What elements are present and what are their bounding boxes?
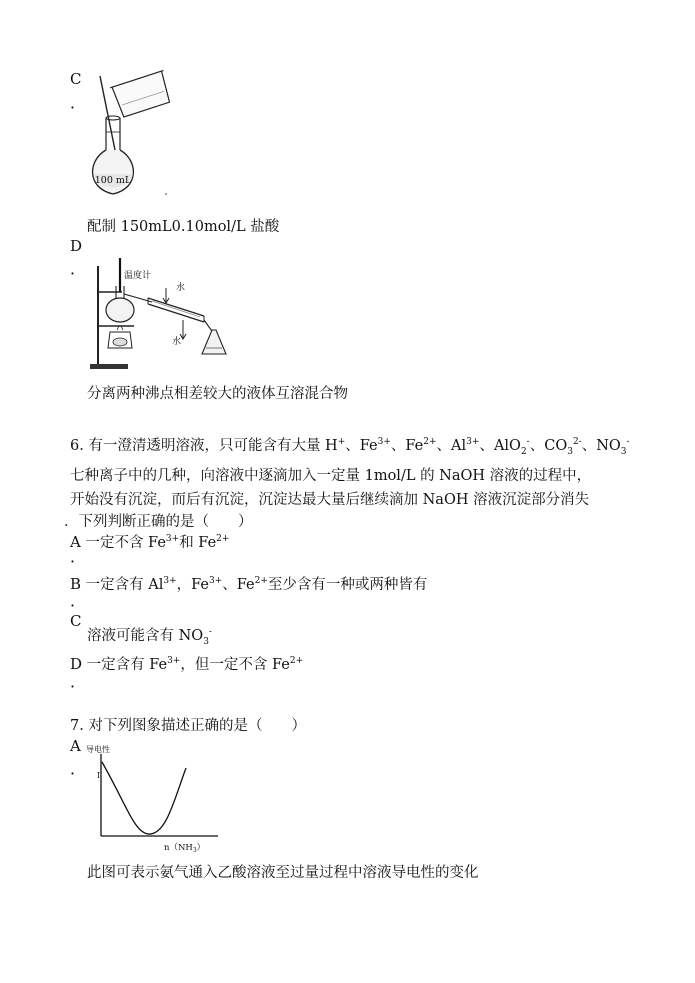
volumetric-flask-figure [88, 70, 188, 205]
q6-option-a[interactable] [70, 531, 229, 552]
water-in-label: 水 [176, 283, 186, 293]
ion-charge: 2+ [423, 437, 437, 448]
q6-option-b-letter: B [70, 575, 82, 593]
conductivity-curve [102, 762, 186, 834]
ion-symbol: Al [451, 438, 467, 454]
ion-charge: 3+ [165, 534, 180, 545]
q6-option-a-text: 一定不含 Fe [85, 535, 166, 551]
ion-symbol: Fe [359, 438, 378, 454]
ion-charge: 3+ [163, 576, 177, 587]
y-axis-label-1: 导电性 [86, 745, 110, 754]
ion-charge: + [337, 437, 346, 448]
ion-charge: 3+ [466, 437, 480, 448]
q6-option-a-letter: A [70, 533, 81, 551]
ion-charge: 3+ [377, 437, 391, 448]
q6-option-c[interactable] [87, 624, 212, 645]
option-d-dot: ． [70, 259, 87, 278]
ion-symbol: NO [596, 438, 621, 454]
q7-number: 7. [70, 718, 84, 734]
q7-option-a-caption: 此图可表示氨气通入乙酸溶液至过量过程中溶液导电性的变化 [87, 865, 479, 881]
water-out-label: 水 [172, 337, 182, 347]
ion-subscript: 3 [620, 446, 627, 457]
ion-charge: 2+ [216, 534, 230, 545]
q6-option-b-text: 、Fe [222, 577, 255, 593]
ion-charge: 2+ [254, 576, 268, 587]
ion-charge: - [626, 437, 630, 448]
q6-option-d-letter: D [70, 655, 83, 673]
conical-flask-icon [202, 330, 226, 354]
ion-symbol: AlO [493, 438, 521, 454]
q6-stem-line-3: 开始没有沉淀，而后有沉淀，沉淀达最大量后继续滴加 NaOH 溶液沉淀部分消失 [70, 492, 590, 508]
q7-option-a-letter: A [70, 737, 81, 755]
option-c-letter: C [70, 70, 82, 88]
alcohol-lamp-icon [113, 338, 127, 346]
ion-charge: 3+ [167, 656, 181, 667]
q7-option-a-dot: ． [70, 759, 87, 778]
q6-option-b-text: 至少含有一种或两种皆有 [267, 577, 428, 593]
flask-volume-label: 100 mL [94, 175, 132, 186]
ion-charge: - [208, 627, 212, 638]
option-d-caption: 分离两种沸点相差较大的液体互溶混合物 [87, 386, 348, 402]
ion-charge: 3+ [209, 576, 223, 587]
option-c-caption: 配制 150mL0.10mol/L 盐酸 [87, 219, 280, 235]
ion-charge: 2+ [289, 656, 304, 667]
q6-option-b-text: ，Fe [176, 577, 209, 593]
ion-symbol: Fe [405, 438, 424, 454]
q6-option-d-text: 一定含有 Fe [86, 657, 168, 673]
ion-subscript: 3 [567, 446, 573, 457]
option-c-dot: ． [70, 93, 87, 112]
q6-option-d-dot: ． [70, 672, 87, 691]
conductivity-graph [86, 744, 226, 854]
q6-option-c-letter: C [70, 612, 82, 630]
ion-symbol: CO [544, 438, 568, 454]
q6-option-b-text: 一定含有 Al [85, 577, 164, 593]
ion-charge: 2- [572, 437, 582, 448]
distillation-apparatus-figure [86, 258, 236, 373]
q6-option-a-dot: ． [70, 547, 87, 566]
q6-stem-line-4: ．下列判断正确的是（ ） [64, 514, 253, 530]
ion-subscript: 3 [203, 636, 209, 647]
distilling-flask-icon [106, 298, 134, 322]
condenser-icon [148, 298, 204, 322]
q7-stem-text: 对下列图象描述正确的是（ ） [88, 718, 306, 734]
q6-number: 6. [70, 438, 84, 454]
y-axis-label-i: I [97, 771, 101, 780]
ion-subscript: 2 [520, 446, 527, 457]
thermometer-label: 温度计 [124, 271, 152, 281]
q6-option-c-text: 溶液可能含有 NO [87, 628, 204, 644]
q7-stem [70, 714, 306, 735]
option-d-letter: D [70, 237, 83, 255]
x-axis-label: $n(NH_3)$ [164, 843, 206, 854]
q6-stem-line-1: 6. 有一澄清透明溶液，只可能含有大量 H+、$Fe^{3+}$、$Fe^{2+}$、$Al^{3+}$、AlO$_2$-、$CO_3^{2-}$、$NO_3^-$ [70, 437, 630, 457]
stand-base-icon [90, 364, 128, 369]
q6-option-b[interactable] [70, 573, 427, 594]
ion-charge: - [526, 437, 530, 448]
q6-option-d[interactable] [70, 653, 303, 674]
q6-option-d-text: ，但一定不含 Fe [180, 657, 290, 673]
q6-option-b-dot: ． [70, 591, 87, 610]
q6-option-a-text: 和 Fe [179, 535, 217, 551]
q6-stem-line-2: 七种离子中的几种，向溶液中逐滴加入一定量 1mol/L 的 NaOH 溶液的过程中， [70, 468, 592, 484]
beaker-icon [110, 70, 173, 118]
q6-stem-start: 有一澄清透明溶液，只可能含有大量 H [88, 438, 338, 454]
